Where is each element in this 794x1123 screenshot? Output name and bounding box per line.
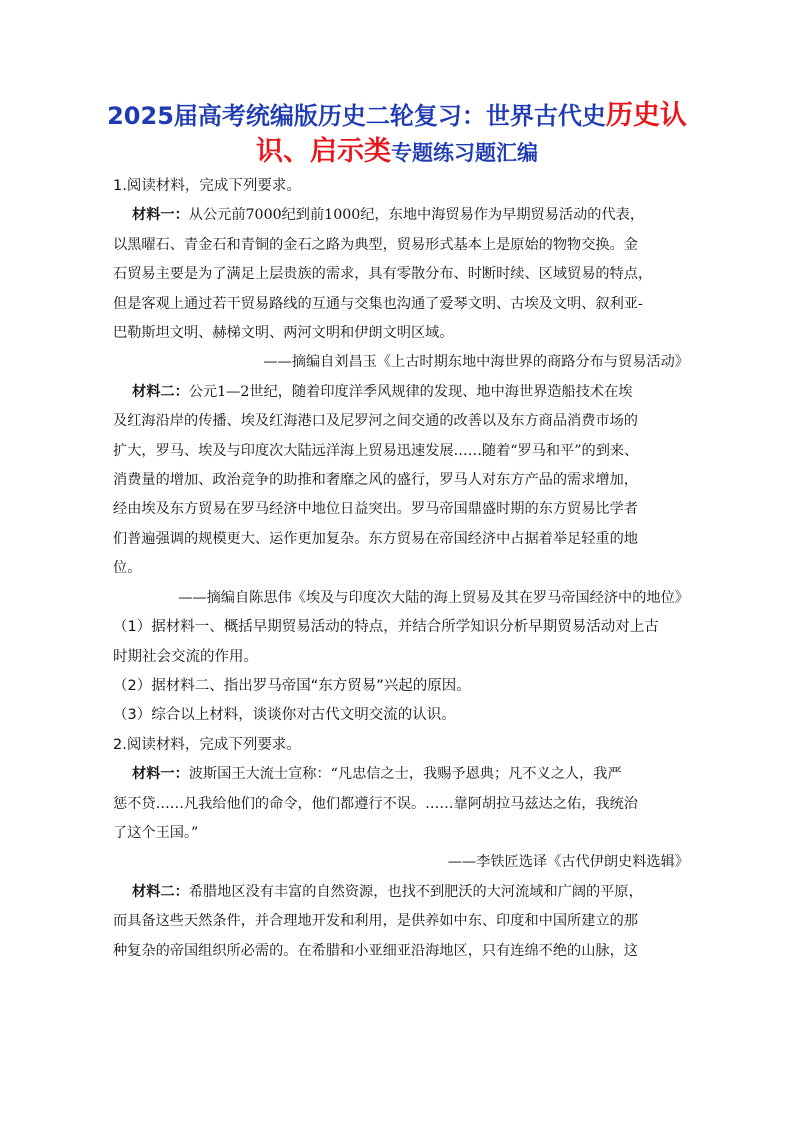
q1-prompt: 1.阅读材料，完成下列要求。 (113, 178, 301, 194)
title-part-3: 识、启示类 (256, 136, 391, 167)
q1-material-1-line-4: 但是客观上通过若干贸易路线的互通与交集也沟通了爱琴文明、古埃及文明、叙利亚- (113, 295, 643, 312)
q1-material-2-text: 公元1—2世纪，随着印度洋季风规律的发现、地中海世界造船技术在埃 (188, 383, 633, 400)
q1-material-2-line-1 (113, 378, 713, 407)
q1-material-2-line-5: 经由埃及东方贸易在罗马经济中地位日益突出。罗马帝国鼎盛时期的东方贸易比学者 (113, 501, 638, 518)
q2-material-1-line-3: 了这个王国。” (113, 824, 199, 841)
title-part-2: 历史认 (605, 100, 687, 131)
q1-material-2-line-7: 位。 (113, 560, 142, 577)
q1-question-3: （3）综合以上材料，谈谈你对古代文明交流的认识。 (113, 707, 456, 724)
q1-material-1-text: 从公元前7000纪到前1000纪，东地中海贸易作为早期贸易活动的代表， (188, 207, 645, 224)
q2-material-1-text: 波斯国王大流士宣称：“凡忠信之士，我赐予恩典；凡不义之人，我严 (188, 766, 622, 783)
q1-material-1-line-5: 巴勒斯坦文明、赫梯文明、两河文明和伊朗文明区域。 (113, 325, 454, 342)
q2-material-2-line-3: 种复杂的帝国组织所必需的。在希腊和小亚细亚沿海地区，只有连绵不绝的山脉，这 (113, 942, 638, 959)
q1-material-2-line-2: 及红海沿岸的传播、埃及红海港口及尼罗河之间交通的改善以及东方商品消费市场的 (113, 413, 638, 430)
q1-question-1-cont: 时期社会交流的作用。 (113, 648, 258, 665)
q1-material-2-line-3: 扩大，罗马、埃及与印度次大陆远洋海上贸易迅速发展……随着“罗马和平”的到来、 (113, 442, 639, 459)
q1-material-2-source: ——摘编自陈思伟《埃及与印度次大陆的海上贸易及其在罗马帝国经济中的地位》 (178, 589, 689, 606)
q2-material-1-source: ——李铁匠选译《古代伊朗史料选辑》 (447, 854, 689, 871)
q2-material-1-line-1 (113, 760, 713, 789)
q2-material-2-text: 希腊地区没有丰富的自然资源，也找不到肥沃的大河流域和广阔的平原， (188, 883, 643, 900)
q2-prompt: 2.阅读材料，完成下列要求。 (113, 736, 301, 753)
q2-material-2-label: 材料二： (132, 883, 189, 900)
q1-question-1: （1）据材料一、概括早期贸易活动的特点，并结合所学知识分析早期贸易活动对上古 (113, 619, 659, 636)
q1-material-2-line-4: 消费量的增加、政治竞争的助推和奢靡之风的盛行，罗马人对东方产品的需求增加， (113, 472, 638, 489)
q1-question-2: （2）据材料二、指出罗马帝国“东方贸易”兴起的原因。 (113, 677, 471, 694)
document-body (113, 172, 713, 966)
q1-material-2-line-6: 们普遍强调的规模更大、运作更加复杂。东方贸易在帝国经济中占据着举足轻重的地 (113, 530, 638, 547)
title-part-4: 专题练习题汇编 (391, 141, 538, 165)
q1-material-1-line-1 (113, 201, 713, 230)
q1-material-1-source: ——摘编自刘昌玉《上古时期东地中海世界的商路分布与贸易活动》 (263, 354, 689, 371)
q1-material-1-line-2: 以黑曜石、青金石和青铜的金石之路为典型，贸易形式基本上是原始的物物交换。金 (113, 236, 638, 253)
q1-material-2-label: 材料二： (132, 383, 189, 400)
q2-material-2-line-2: 而具备这些天然条件，并合理地开发和利用，是供养如中东、印度和中国所建立的那 (113, 913, 638, 930)
q2-material-1-line-2: 惩不贷……凡我给他们的命令，他们都遵行不误。……靠阿胡拉马兹达之佑，我统治 (113, 795, 638, 812)
q1-material-1-line-3: 石贸易主要是为了满足上层贵族的需求，具有零散分布、时断时续、区域贸易的特点， (113, 266, 653, 283)
title-part-1: 2025届高考统编版历史二轮复习：世界古代史 (107, 102, 606, 130)
page-title (60, 98, 734, 171)
q1-material-1-label: 材料一： (132, 207, 189, 224)
q2-material-2-line-1 (113, 878, 713, 907)
q2-material-1-label: 材料一： (132, 766, 189, 783)
